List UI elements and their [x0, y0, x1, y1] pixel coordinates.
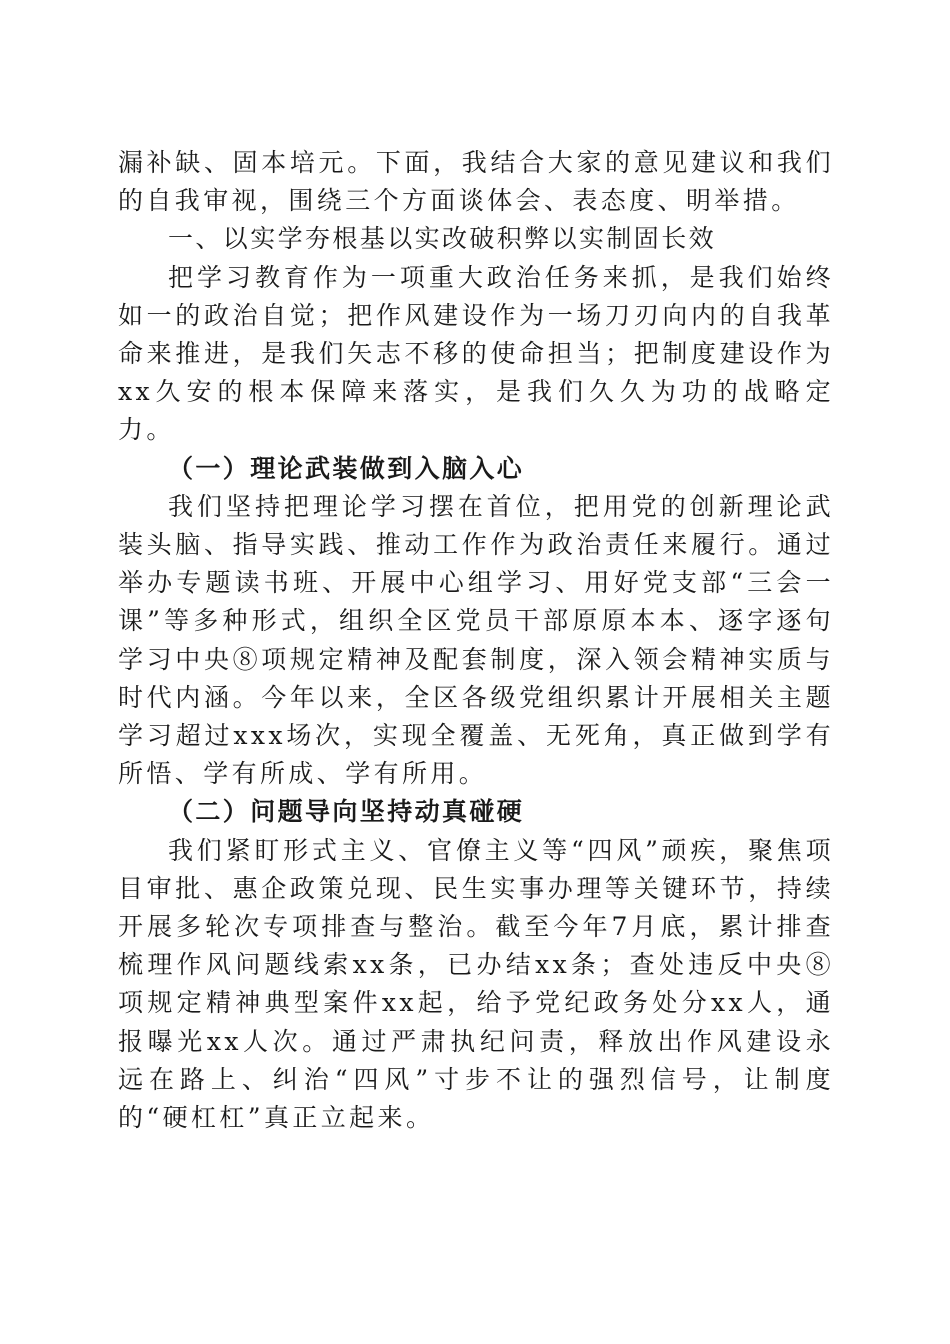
paragraph-section-1: 把学习教育作为一项重大政治任务来抓，是我们始终如一的政治自觉；把作风建设作为一场刀刃向内的自我革命来推进，是我们矢志不移的使命担当；把制度建设作为xx久安的根本保障来落实，是我们久久为功的战略定力。 [118, 262, 834, 445]
subsection-heading-2: （二）问题导向坚持动真碰硬 [168, 797, 525, 827]
subsection-heading-1: （一）理论武装做到入脑入心 [168, 453, 525, 483]
document-page [118, 144, 834, 1137]
paragraph-subsection-2: 我们紧盯形式主义、官僚主义等“四风”顽疾，聚焦项目审批、惠企政策兑现、民生实事办理等关键环节，持续开展多轮次专项排查与整治。截至今年7月底，累计排查梳理作风问题线索xx条，已办结xx条；查处违反中央⑧项规定精神典型案件xx起，给予党纪政务处分xx人，通报曝光xx人次。通过严肃执纪问责，释放出作风建设永远在路上、纠治“四风”寸步不让的强烈信号，让制度的“硬杠杠”真正立起来。 [118, 835, 834, 1133]
paragraph-intro: 漏补缺、固本培元。下面，我结合大家的意见建议和我们的自我审视，围绕三个方面谈体会、表态度、明举措。 [118, 148, 834, 216]
paragraph-subsection-1: 我们坚持把理论学习摆在首位，把用党的创新理论武装头脑、指导实践、推动工作作为政治责任来履行。通过举办专题读书班、开展中心组学习、用好党支部“三会一课”等多种形式，组织全区党员干部原原本本、逐字逐句学习中央⑧项规定精神及配套制度，深入领会精神实质与时代内涵。今年以来，全区各级党组织累计开展相关主题学习超过xxx场次，实现全覆盖、无死角，真正做到学有所悟、学有所成、学有所用。 [118, 491, 834, 789]
section-heading-1: 一、以实学夯根基以实改破积弊以实制固长效 [168, 224, 717, 254]
